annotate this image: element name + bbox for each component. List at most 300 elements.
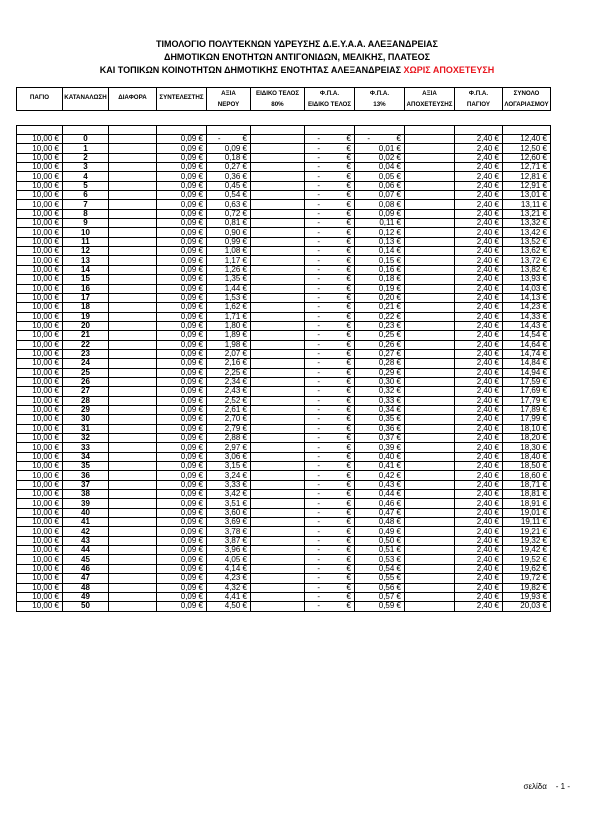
empty-cell: [355, 126, 405, 135]
cell-coefficient: [157, 434, 207, 443]
cell-coefficient: [157, 172, 207, 181]
cell-water-value: [207, 387, 251, 396]
consumption-value: 49: [81, 592, 90, 602]
cell-sewerage-value: [405, 312, 455, 321]
pagio-value: 10,00 €: [32, 526, 59, 536]
cell-vat-special-fee: [305, 368, 355, 377]
cell-difference: [109, 284, 157, 293]
cell-special-fee: [251, 527, 305, 536]
cell-vat-13: [355, 209, 405, 218]
cell-pagio: [17, 275, 63, 284]
cell-pagio: [17, 191, 63, 200]
coefficient-value: 0,09 €: [180, 498, 203, 508]
cell-vat-13: [355, 340, 405, 349]
cell-vat-pagio: [455, 275, 503, 284]
cell-consumption: [63, 172, 109, 181]
coefficient-value: 0,09 €: [180, 461, 203, 471]
consumption-value: 31: [81, 424, 90, 433]
pagio-value: 10,00 €: [32, 470, 59, 480]
water-value: 1,89 €: [224, 330, 247, 340]
cell-special-fee: [251, 387, 305, 396]
vat-13-value: 0,41 €: [378, 461, 401, 471]
cell-coefficient: [157, 256, 207, 265]
cell-consumption: [63, 443, 109, 452]
cell-vat-pagio: [455, 219, 503, 228]
table-row: [17, 349, 551, 358]
cell-vat-special-fee: [305, 415, 355, 424]
cell-water-value: [207, 368, 251, 377]
cell-sewerage-value: [405, 191, 455, 200]
vat-13-value: 0,47 €: [378, 508, 401, 517]
cell-vat-pagio: [455, 368, 503, 377]
vat-13-value: 0,56 €: [378, 583, 401, 592]
cell-vat-special-fee: [305, 219, 355, 228]
pagio-value: 10,00 €: [32, 545, 59, 555]
empty-cell: [251, 126, 305, 135]
consumption-value: 16: [81, 284, 90, 293]
coefficient-value: 0,09 €: [180, 237, 203, 246]
dash-value: -: [317, 284, 321, 293]
cell-difference: [109, 368, 157, 377]
table-row: [17, 434, 551, 443]
cell-consumption: [63, 536, 109, 545]
cell-pagio: [17, 452, 63, 461]
cell-coefficient: [157, 135, 207, 144]
cell-vat-special-fee: [305, 284, 355, 293]
coefficient-value: 0,09 €: [180, 246, 203, 256]
cell-coefficient: [157, 331, 207, 340]
cell-vat-special-fee: [305, 247, 355, 256]
pagio-value: 10,00 €: [32, 330, 59, 340]
pagio-value: 10,00 €: [32, 517, 59, 527]
cell-pagio: [17, 574, 63, 583]
vat-13-value: 0,37 €: [378, 433, 401, 443]
cell-sewerage-value: [405, 555, 455, 564]
table-row: [17, 303, 551, 312]
vat-13-value: 0,18 €: [378, 274, 401, 284]
column-header: [207, 88, 251, 111]
cell-total: [503, 340, 551, 349]
consumption-value: 5: [83, 181, 88, 190]
euro-sign: €: [346, 237, 351, 246]
consumption-value: 2: [83, 153, 88, 162]
cell-pagio: [17, 490, 63, 499]
cell-total: [503, 377, 551, 386]
cell-consumption: [63, 135, 109, 144]
vat-pagio-value: 2,40 €: [476, 414, 499, 424]
cell-vat-pagio: [455, 452, 503, 461]
pagio-value: 10,00 €: [32, 452, 59, 461]
dash-value: -: [317, 265, 321, 274]
total-value: 18,60 €: [520, 470, 547, 480]
water-value: 0,90 €: [224, 227, 247, 237]
vat-pagio-value: 2,40 €: [476, 592, 499, 602]
cell-special-fee: [251, 377, 305, 386]
cell-water-value: [207, 321, 251, 330]
cell-vat-13: [355, 387, 405, 396]
euro-sign: €: [346, 424, 351, 433]
coefficient-value: 0,09 €: [180, 171, 203, 181]
total-value: 18,91 €: [520, 498, 547, 508]
euro-sign: €: [346, 265, 351, 274]
table-row: [17, 340, 551, 349]
cell-consumption: [63, 219, 109, 228]
cell-vat-13: [355, 312, 405, 321]
consumption-value: 19: [81, 312, 90, 321]
consumption-value: 9: [83, 218, 88, 228]
cell-vat-13: [355, 359, 405, 368]
cell-vat-13: [355, 228, 405, 237]
cell-consumption: [63, 163, 109, 172]
column-header-label: ΠΑΓΙΟ: [29, 93, 50, 101]
cell-vat-special-fee: [305, 340, 355, 349]
cell-special-fee: [251, 471, 305, 480]
cell-vat-special-fee: [305, 312, 355, 321]
cell-vat-special-fee: [305, 443, 355, 452]
vat-pagio-value: 2,40 €: [476, 143, 499, 153]
dash-value: -: [317, 358, 321, 368]
cell-water-value: [207, 518, 251, 527]
consumption-value: 37: [81, 480, 90, 489]
cell-coefficient: [157, 508, 207, 517]
total-value: 19,32 €: [520, 536, 547, 545]
cell-water-value: [207, 284, 251, 293]
vat-pagio-value: 2,40 €: [476, 284, 499, 293]
dash-value: -: [317, 312, 321, 321]
pagio-value: 10,00 €: [32, 302, 59, 312]
dash-value: -: [317, 405, 321, 415]
cell-consumption: [63, 490, 109, 499]
cell-coefficient: [157, 443, 207, 452]
column-header: [405, 88, 455, 111]
table-row: [17, 592, 551, 601]
cell-total: [503, 592, 551, 601]
table-row: [17, 135, 551, 144]
coefficient-value: 0,09 €: [180, 358, 203, 368]
cell-vat-13: [355, 144, 405, 153]
euro-sign: €: [346, 545, 351, 555]
vat-pagio-value: 2,40 €: [476, 209, 499, 218]
coefficient-value: 0,09 €: [180, 330, 203, 340]
cell-vat-pagio: [455, 349, 503, 358]
cell-consumption: [63, 265, 109, 274]
dash-value: -: [317, 218, 321, 228]
cell-pagio: [17, 331, 63, 340]
cell-sewerage-value: [405, 256, 455, 265]
cell-vat-special-fee: [305, 518, 355, 527]
table-row: [17, 405, 551, 414]
vat-13-value: 0,02 €: [378, 153, 401, 162]
cell-water-value: [207, 592, 251, 601]
pagio-value: 10,00 €: [32, 143, 59, 153]
cell-water-value: [207, 312, 251, 321]
spacer-row: [17, 126, 551, 135]
cell-special-fee: [251, 396, 305, 405]
cell-difference: [109, 480, 157, 489]
cell-difference: [109, 181, 157, 190]
page-label: σελίδα: [523, 782, 547, 791]
cell-total: [503, 462, 551, 471]
water-value: 0,45 €: [224, 181, 247, 190]
vat-pagio-value: 2,40 €: [476, 349, 499, 359]
cell-vat-special-fee: [305, 331, 355, 340]
cell-total: [503, 555, 551, 564]
dash-value: -: [317, 424, 321, 433]
water-value: 2,70 €: [224, 414, 247, 424]
consumption-value: 38: [81, 489, 90, 499]
cell-special-fee: [251, 574, 305, 583]
vat-pagio-value: 2,40 €: [476, 321, 499, 331]
cell-consumption: [63, 191, 109, 200]
cell-coefficient: [157, 191, 207, 200]
cell-coefficient: [157, 462, 207, 471]
cell-total: [503, 349, 551, 358]
euro-sign: €: [346, 461, 351, 471]
total-value: 18,40 €: [520, 452, 547, 461]
cell-water-value: [207, 564, 251, 573]
cell-vat-13: [355, 135, 405, 144]
euro-sign: €: [346, 321, 351, 331]
cell-sewerage-value: [405, 135, 455, 144]
water-value: 2,61 €: [224, 405, 247, 415]
cell-water-value: [207, 602, 251, 611]
cell-difference: [109, 452, 157, 461]
total-value: 14,94 €: [520, 368, 547, 377]
vat-13-value: 0,20 €: [378, 293, 401, 303]
pagio-value: 10,00 €: [32, 536, 59, 545]
vat-pagio-value: 2,40 €: [476, 199, 499, 209]
cell-consumption: [63, 331, 109, 340]
cell-special-fee: [251, 237, 305, 246]
cell-coefficient: [157, 405, 207, 414]
pagio-value: 10,00 €: [32, 162, 59, 172]
cell-vat-pagio: [455, 340, 503, 349]
cell-pagio: [17, 209, 63, 218]
cell-water-value: [207, 583, 251, 592]
cell-total: [503, 181, 551, 190]
vat-13-value: 0,55 €: [378, 573, 401, 583]
water-value: 4,23 €: [224, 573, 247, 583]
cell-sewerage-value: [405, 209, 455, 218]
cell-vat-13: [355, 284, 405, 293]
vat-13-value: 0,25 €: [378, 330, 401, 340]
cell-water-value: [207, 303, 251, 312]
cell-consumption: [63, 359, 109, 368]
cell-difference: [109, 536, 157, 545]
vat-pagio-value: 2,40 €: [476, 218, 499, 228]
cell-sewerage-value: [405, 265, 455, 274]
cell-pagio: [17, 284, 63, 293]
pagio-value: 10,00 €: [32, 433, 59, 443]
vat-13-value: 0,32 €: [378, 386, 401, 396]
cell-water-value: [207, 508, 251, 517]
table-row: [17, 415, 551, 424]
cell-vat-pagio: [455, 490, 503, 499]
cell-vat-13: [355, 321, 405, 330]
cell-special-fee: [251, 583, 305, 592]
euro-sign: €: [346, 162, 351, 172]
coefficient-value: 0,09 €: [180, 190, 203, 200]
coefficient-value: 0,09 €: [180, 601, 203, 611]
cell-consumption: [63, 293, 109, 302]
euro-sign: €: [346, 274, 351, 284]
water-value: 3,87 €: [224, 536, 247, 545]
cell-total: [503, 284, 551, 293]
dash-value: -: [317, 199, 321, 209]
dash-value: -: [317, 564, 321, 573]
cell-special-fee: [251, 200, 305, 209]
consumption-value: 7: [83, 199, 88, 209]
cell-sewerage-value: [405, 219, 455, 228]
cell-water-value: [207, 462, 251, 471]
cell-sewerage-value: [405, 275, 455, 284]
cell-water-value: [207, 237, 251, 246]
cell-vat-pagio: [455, 200, 503, 209]
coefficient-value: 0,09 €: [180, 134, 203, 144]
cell-consumption: [63, 499, 109, 508]
cell-coefficient: [157, 153, 207, 162]
cell-sewerage-value: [405, 321, 455, 330]
cell-coefficient: [157, 415, 207, 424]
cell-consumption: [63, 452, 109, 461]
table-row: [17, 424, 551, 433]
table-row: [17, 200, 551, 209]
cell-difference: [109, 518, 157, 527]
dash-value: -: [317, 526, 321, 536]
euro-sign: €: [346, 134, 351, 144]
dash-value: -: [317, 368, 321, 377]
euro-sign: €: [346, 199, 351, 209]
cell-total: [503, 396, 551, 405]
cell-special-fee: [251, 490, 305, 499]
consumption-value: 18: [81, 302, 90, 312]
total-value: 12,60 €: [520, 153, 547, 162]
cell-sewerage-value: [405, 462, 455, 471]
cell-special-fee: [251, 265, 305, 274]
cell-water-value: [207, 340, 251, 349]
vat-pagio-value: 2,40 €: [476, 265, 499, 274]
cell-sewerage-value: [405, 163, 455, 172]
cell-special-fee: [251, 331, 305, 340]
cell-special-fee: [251, 340, 305, 349]
pagio-value: 10,00 €: [32, 153, 59, 162]
cell-coefficient: [157, 144, 207, 153]
cell-sewerage-value: [405, 490, 455, 499]
cell-water-value: [207, 228, 251, 237]
euro-sign: €: [346, 302, 351, 312]
pagio-value: 10,00 €: [32, 358, 59, 368]
cell-water-value: [207, 209, 251, 218]
euro-sign: €: [346, 349, 351, 359]
cell-vat-13: [355, 377, 405, 386]
cell-water-value: [207, 359, 251, 368]
cell-water-value: [207, 135, 251, 144]
cell-vat-pagio: [455, 312, 503, 321]
water-value: 0,18 €: [224, 153, 247, 162]
water-value: 1,98 €: [224, 340, 247, 349]
cell-vat-pagio: [455, 564, 503, 573]
table-row: [17, 508, 551, 517]
cell-pagio: [17, 247, 63, 256]
cell-special-fee: [251, 181, 305, 190]
cell-vat-pagio: [455, 536, 503, 545]
table-row: [17, 265, 551, 274]
cell-sewerage-value: [405, 592, 455, 601]
cell-sewerage-value: [405, 331, 455, 340]
vat-pagio-value: 2,40 €: [476, 545, 499, 555]
cell-water-value: [207, 574, 251, 583]
cell-vat-13: [355, 265, 405, 274]
cell-pagio: [17, 265, 63, 274]
water-value: 4,32 €: [224, 583, 247, 592]
vat-13-value: 0,53 €: [378, 554, 401, 564]
cell-difference: [109, 293, 157, 302]
consumption-value: 8: [83, 209, 88, 218]
table-row: [17, 312, 551, 321]
cell-vat-13: [355, 181, 405, 190]
cell-pagio: [17, 518, 63, 527]
cell-sewerage-value: [405, 340, 455, 349]
vat-13-value: 0,23 €: [378, 321, 401, 331]
cell-vat-special-fee: [305, 527, 355, 536]
pagio-value: 10,00 €: [32, 340, 59, 349]
coefficient-value: 0,09 €: [180, 573, 203, 583]
cell-vat-13: [355, 555, 405, 564]
cell-difference: [109, 434, 157, 443]
cell-sewerage-value: [405, 172, 455, 181]
cell-consumption: [63, 377, 109, 386]
dash-value: -: [317, 508, 321, 517]
dash-value: -: [317, 489, 321, 499]
cell-water-value: [207, 443, 251, 452]
cell-vat-pagio: [455, 602, 503, 611]
cell-total: [503, 191, 551, 200]
water-value: 1,26 €: [224, 265, 247, 274]
cell-vat-13: [355, 536, 405, 545]
table-row: [17, 443, 551, 452]
pagio-value: 10,00 €: [32, 386, 59, 396]
cell-special-fee: [251, 434, 305, 443]
table-row: [17, 377, 551, 386]
coefficient-value: 0,09 €: [180, 470, 203, 480]
coefficient-value: 0,09 €: [180, 377, 203, 387]
cell-vat-13: [355, 200, 405, 209]
cell-difference: [109, 574, 157, 583]
coefficient-value: 0,09 €: [180, 227, 203, 237]
water-value: 3,51 €: [224, 498, 247, 508]
page-footer: [524, 782, 570, 791]
dash-value: -: [317, 330, 321, 340]
dash-value: -: [317, 583, 321, 592]
dash-value: -: [317, 181, 321, 190]
coefficient-value: 0,09 €: [180, 293, 203, 303]
cell-total: [503, 536, 551, 545]
coefficient-value: 0,09 €: [180, 340, 203, 349]
cell-consumption: [63, 602, 109, 611]
total-value: 13,21 €: [520, 209, 547, 218]
cell-vat-13: [355, 518, 405, 527]
consumption-value: 3: [83, 162, 88, 172]
euro-sign: €: [346, 470, 351, 480]
cell-vat-special-fee: [305, 490, 355, 499]
cell-special-fee: [251, 462, 305, 471]
cell-vat-special-fee: [305, 303, 355, 312]
cell-water-value: [207, 527, 251, 536]
cell-water-value: [207, 153, 251, 162]
cell-difference: [109, 359, 157, 368]
cell-vat-pagio: [455, 228, 503, 237]
vat-13-value: 0,50 €: [378, 536, 401, 545]
